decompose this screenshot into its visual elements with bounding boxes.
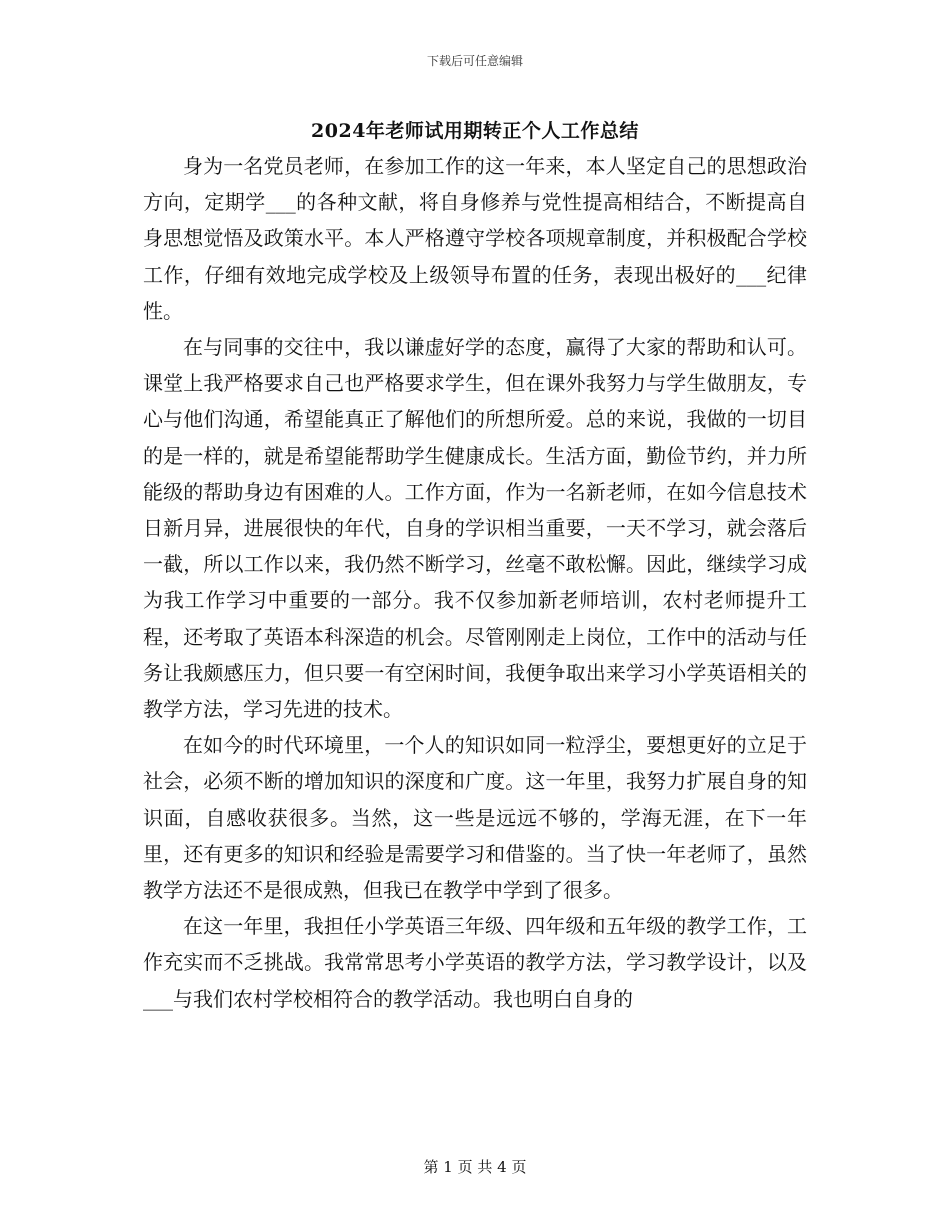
document-title: 2024年老师试用期转正个人工作总结	[311, 120, 639, 142]
paragraph-3: 在如今的时代环境里，一个人的知识如同一粒浮尘，要想更好的立足于社会，必须不断的增加知识的深度和广度。这一年里，我努力扩展自身的知识面，自感收获很多。当然，这一些是远远不够的，学海无涯，在下一年里，还有更多的知识和经验是需要学习和借鉴的。当了快一年老师了，虽然教学方法还不是很成熟，但我已在教学中学到了很多。	[143, 733, 807, 903]
page-header-note: 下载后可任意编辑	[426, 54, 523, 68]
paragraph-2: 在与同事的交往中，我以谦虚好学的态度，赢得了大家的帮助和认可。课堂上我严格要求自己也严格要求学生，但在课外我努力与学生做朋友，专心与他们沟通，希望能真正了解他们的所想所爱。总的来说，我做的一切目的是一样的，就是希望能帮助学生健康成长。生活方面，勤俭节约，并力所能级的帮助身边有困难的人。工作方面，作为一名新老师，在如今信息技术日新月异，进展很快的年代，自身的学识相当重要，一天不学习，就会落后一截，所以工作以来，我仍然不断学习，丝毫不敢松懈。因此，继续学习成为我工作学习中重要的一部分。我不仅参加新老师培训，农村老师提升工程，还考取了英语本科深造的机会。尽管刚刚走上岗位，工作中的活动与任务让我颇感压力，但只要一有空闲时间，我便争取出来学习小学英语相关的教学方法，学习先进的技术。	[143, 335, 807, 722]
document-body	[143, 148, 807, 1017]
paragraph-4: 在这一年里，我担任小学英语三年级、四年级和五年级的教学工作，工作充实而不乏挑战。我常常思考小学英语的教学方法，学习教学设计，以及___与我们农村学校相符合的教学活动。我也明白自身的	[143, 914, 807, 1011]
page-number-footer: 第 1 页 共 4 页	[423, 1158, 527, 1176]
paragraph-1: 身为一名党员老师，在参加工作的这一年来，本人坚定自己的思想政治方向，定期学___的各种文献，将自身修养与党性提高相结合，不断提高自身思想觉悟及政策水平。本人严格遵守学校各项规章制度，并积极配合学校工作，仔细有效地完成学校及上级领导布置的任务，表现出极好的___纪律性。	[143, 154, 807, 323]
